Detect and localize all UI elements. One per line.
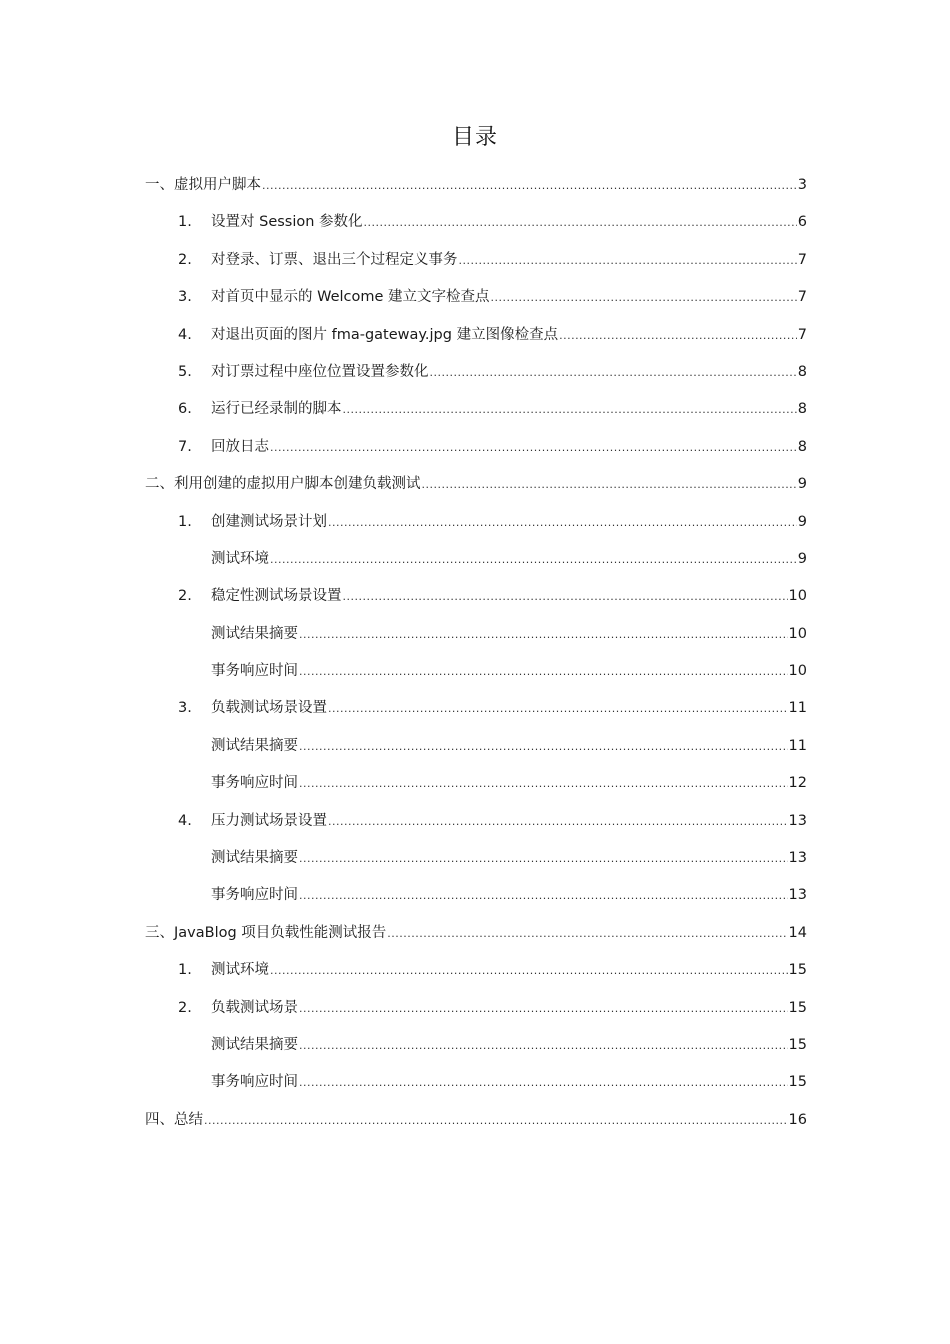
toc-leader-dots [299,653,788,690]
toc-entry-page: 9 [797,550,807,567]
toc-entry[interactable] [145,877,807,914]
toc-entry-text: 压力测试场景设置 [211,812,327,829]
toc-entry-page: 13 [788,812,807,829]
toc-leader-dots [299,840,788,877]
toc-entry-page: 14 [788,924,807,941]
toc-entry[interactable] [145,317,807,354]
toc-entry-page: 9 [797,476,807,493]
toc-leader-dots [491,279,797,316]
toc-entry[interactable] [145,1027,807,1064]
toc-entry[interactable] [145,952,807,989]
toc-entry-page: 3 [797,177,807,193]
toc-entry-text: 事务响应时间 [211,887,298,904]
toc-entry[interactable] [145,990,807,1027]
toc-entry-text: 对首页中显示的 Welcome 建立文字检查点 [211,289,490,306]
toc-entry-number: 1. [178,513,192,530]
toc-leader-dots [328,504,797,541]
toc-entry[interactable] [145,504,807,541]
toc-entry[interactable] [145,616,807,653]
toc-entry-number: 1. [178,962,192,979]
toc-leader-dots [299,1064,788,1101]
toc-entry-number: 2. [178,999,192,1016]
toc-entry[interactable] [145,541,807,578]
toc-entry[interactable] [145,242,807,279]
toc-entry[interactable] [145,1064,807,1101]
toc-entry-number: 4. [178,812,192,829]
toc-entry-text: 对登录、订票、退出三个过程定义事务 [211,251,458,268]
toc-entry-page: 10 [788,588,807,605]
toc-entry-text: 对退出页面的图片 fma-gateway.jpg 建立图像检查点 [211,326,559,343]
toc-leader-dots [270,952,788,989]
toc-entry-text: 二、利用创建的虚拟用户脚本创建负载测试 [145,476,421,493]
toc-leader-dots [270,429,797,466]
toc-entry-page: 9 [797,513,807,530]
toc-entry[interactable] [145,391,807,428]
toc-entry-page: 13 [788,887,807,904]
toc-entry-page: 12 [788,775,807,792]
toc-entry[interactable] [145,204,807,241]
toc-entry-text: 设置对 Session 参数化 [211,214,363,231]
toc-title: 目录 [451,125,498,150]
toc-entry-number: 1. [178,214,192,231]
toc-entry-number: 5. [178,363,192,380]
toc-entry-text: 负载测试场景设置 [211,700,327,717]
toc-entry-text: 运行已经录制的脚本 [211,401,342,418]
toc-entry-number: 7. [178,438,192,455]
toc-entry-page: 11 [788,737,807,754]
toc-entry-text: 三、JavaBlog 项目负载性能测试报告 [145,924,387,941]
toc-entry[interactable] [145,765,807,802]
toc-entry-text: 一、虚拟用户脚本 [145,177,261,193]
toc-leader-dots [299,990,788,1027]
toc-leader-dots [299,765,788,802]
toc-leader-dots [343,578,788,615]
toc-leader-dots [328,690,788,727]
toc-entry-text: 事务响应时间 [211,775,298,792]
toc-entry[interactable] [145,354,807,391]
toc-entry-page: 8 [797,401,807,418]
toc-leader-dots [430,354,797,391]
table-of-contents [145,167,807,1139]
toc-entry-text: 四、总结 [145,1111,203,1128]
toc-entry-number: 2. [178,251,192,268]
toc-leader-dots [270,541,797,578]
toc-entry-text: 测试结果摘要 [211,737,298,754]
toc-leader-dots [387,915,787,952]
toc-leader-dots [299,728,788,765]
toc-entry[interactable] [145,279,807,316]
toc-entry-page: 15 [788,999,807,1016]
toc-leader-dots [364,204,797,241]
toc-entry[interactable] [145,167,807,204]
toc-entry-text: 负载测试场景 [211,999,298,1016]
toc-entry-page: 10 [788,625,807,642]
toc-entry[interactable] [145,728,807,765]
toc-entry-number: 3. [178,700,192,717]
toc-entry-number: 2. [178,588,192,605]
toc-entry-page: 11 [788,700,807,717]
toc-leader-dots [262,167,797,204]
toc-entry-text: 事务响应时间 [211,663,298,680]
toc-leader-dots [422,466,797,503]
toc-entry[interactable] [145,840,807,877]
toc-leader-dots [343,391,797,428]
toc-entry-page: 7 [797,289,807,306]
toc-entry[interactable] [145,653,807,690]
toc-entry-page: 16 [788,1111,807,1128]
toc-entry[interactable] [145,915,807,952]
toc-entry-page: 6 [797,214,807,231]
toc-entry-text: 测试结果摘要 [211,625,298,642]
toc-entry-page: 7 [797,326,807,343]
toc-entry-text: 事务响应时间 [211,1074,298,1091]
toc-entry-text: 对订票过程中座位位置设置参数化 [211,363,429,380]
toc-entry-text: 测试环境 [211,550,269,567]
toc-leader-dots [299,1027,788,1064]
toc-entry-page: 15 [788,1036,807,1053]
toc-entry[interactable] [145,578,807,615]
toc-entry[interactable] [145,1102,807,1139]
toc-entry-text: 创建测试场景计划 [211,513,327,530]
toc-entry[interactable] [145,429,807,466]
toc-entry-text: 回放日志 [211,438,269,455]
toc-leader-dots [299,616,788,653]
toc-leader-dots [328,803,788,840]
toc-entry-page: 8 [797,438,807,455]
toc-leader-dots [559,317,797,354]
toc-entry-page: 15 [788,962,807,979]
toc-entry-page: 7 [797,251,807,268]
toc-leader-dots [459,242,797,279]
toc-entry-number: 6. [178,401,192,418]
toc-entry[interactable] [145,466,807,503]
toc-entry-page: 10 [788,663,807,680]
toc-entry[interactable] [145,690,807,727]
toc-entry-text: 测试结果摘要 [211,1036,298,1053]
toc-entry-page: 8 [797,363,807,380]
toc-entry-text: 测试环境 [211,962,269,979]
toc-entry-text: 测试结果摘要 [211,850,298,867]
toc-entry-text: 稳定性测试场景设置 [211,588,342,605]
toc-leader-dots [299,877,788,914]
toc-entry-page: 13 [788,850,807,867]
toc-entry-number: 3. [178,289,192,306]
toc-leader-dots [204,1102,788,1139]
toc-entry[interactable] [145,803,807,840]
toc-entry-number: 4. [178,326,192,343]
toc-entry-page: 15 [788,1074,807,1091]
